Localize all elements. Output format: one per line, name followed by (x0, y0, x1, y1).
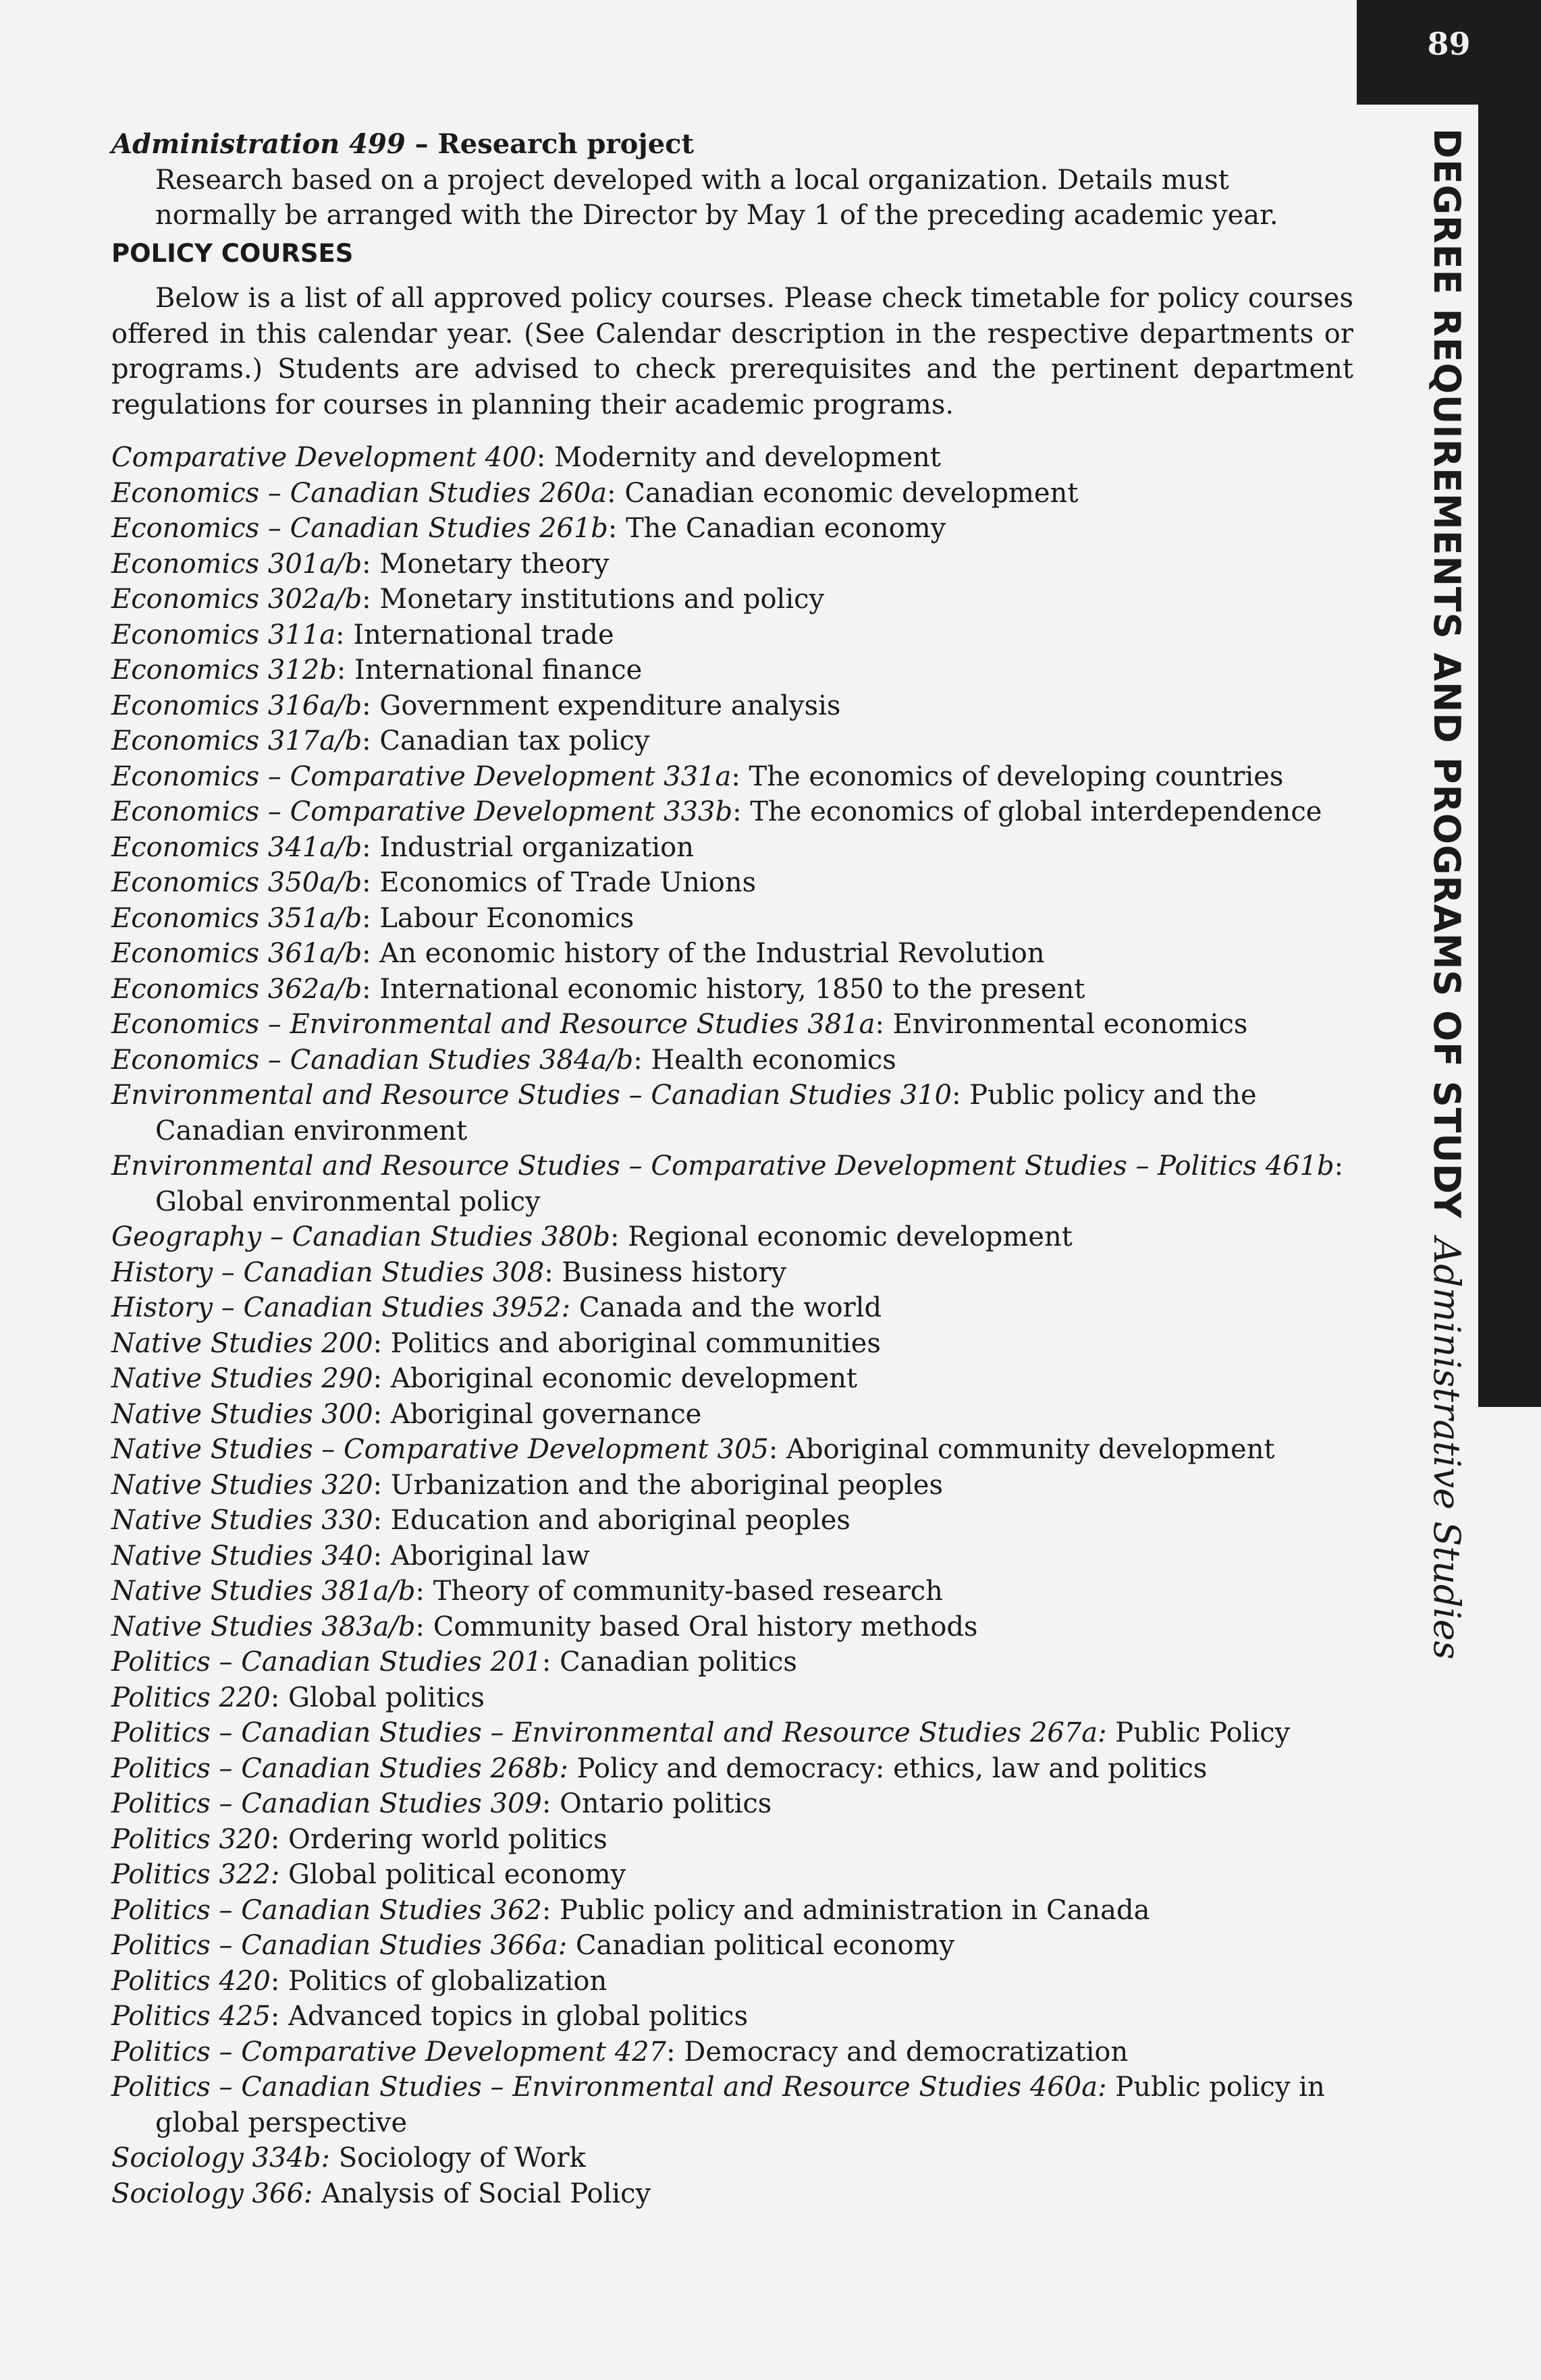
course-code: History – Canadian Studies 308 (111, 1256, 545, 1288)
course-item (111, 1893, 1353, 1929)
course-code: Native Studies 340 (111, 1540, 373, 1572)
course-item (111, 759, 1353, 795)
course-title: : Monetary institutions and policy (362, 584, 825, 615)
course-title: : Public policy and the Canadian environment (155, 1080, 1257, 1146)
course-title: Canadian political economy (567, 1930, 955, 1961)
course-item (111, 476, 1353, 511)
course-code: Comparative Development 400 (111, 442, 537, 473)
course-code: Politics 425 (111, 2001, 271, 2032)
course-item (111, 830, 1353, 866)
course-title: : International economic history, 1850 to the present (362, 973, 1085, 1005)
course-item (111, 1007, 1353, 1043)
sidebar-strip (1478, 105, 1541, 1407)
course-code: Economics 302a/b (111, 584, 362, 615)
course-code: Sociology 334b: (111, 2142, 330, 2174)
course-item (111, 1539, 1353, 1574)
course-item (111, 1964, 1353, 1999)
page-content (111, 127, 1353, 2211)
course-code: Politics – Canadian Studies – Environmental and Resource Studies 267a: (111, 1717, 1107, 1748)
course-title: : Regional economic development (610, 1221, 1073, 1252)
course-title: : Politics and aboriginal communities (373, 1327, 881, 1359)
course-code: Environmental and Resource Studies – Comparative Development Studies – Politics 461b (111, 1151, 1334, 1182)
course-title: : The economics of global interdependence (732, 796, 1322, 827)
course-title: : The economics of developing countries (731, 760, 1284, 792)
course-title: : Canadian tax policy (362, 725, 650, 756)
course-title: : Labour Economics (362, 902, 634, 934)
course-title: Global political economy (279, 1859, 626, 1890)
course-code: Environmental and Resource Studies – Canadian Studies 310 (111, 1080, 952, 1111)
course-item (111, 1078, 1353, 1149)
course-code: Native Studies 330 (111, 1505, 373, 1536)
course-title: : Monetary theory (362, 548, 610, 580)
course-item (111, 1397, 1353, 1433)
research-heading-course: Administration 499 (111, 128, 406, 160)
course-title: : Community based Oral history methods (415, 1611, 978, 1642)
course-item (111, 1928, 1353, 1964)
course-item (111, 1468, 1353, 1503)
page-number: 89 (1427, 26, 1471, 62)
course-code: Economics 351a/b (111, 902, 362, 934)
course-item (111, 1715, 1353, 1751)
course-code: Geography – Canadian Studies 380b (111, 1221, 610, 1252)
course-code: Economics 362a/b (111, 973, 362, 1005)
page-number-box (1357, 0, 1541, 105)
course-title: : Aboriginal governance (373, 1398, 702, 1430)
course-title: Public policy in global perspective (155, 2072, 1325, 2138)
policy-intro: Below is a list of all approved policy courses. Please check timetable for policy courses offered in this calendar year. (See Calendar description in the respective departments or programs.) Students are advised to check prerequisites and the pertinent department regulations for courses in planning their academic programs. (111, 283, 1353, 420)
course-title: : The Canadian economy (607, 513, 946, 544)
course-code: Native Studies 320 (111, 1469, 373, 1501)
course-code: Economics 361a/b (111, 938, 362, 969)
course-item (111, 1574, 1353, 1609)
course-item (111, 1432, 1353, 1468)
course-code: Economics 317a/b (111, 725, 362, 756)
course-item (111, 936, 1353, 972)
course-item (111, 653, 1353, 688)
course-item (111, 972, 1353, 1007)
course-title: : Public policy and administration in Canada (541, 1894, 1150, 1926)
course-title: Policy and democracy: ethics, law and politics (568, 1752, 1208, 1784)
course-item (111, 794, 1353, 830)
course-code: Politics – Canadian Studies 309 (111, 1788, 542, 1819)
course-list (111, 440, 1353, 2211)
course-code: Economics 316a/b (111, 690, 362, 721)
course-title: : Global environmental policy (155, 1151, 1344, 1217)
sidebar-title: DEGREE REQUIREMENTS AND PROGRAMS OF STUDY (1426, 128, 1468, 1219)
course-code: Politics 220 (111, 1682, 271, 1713)
course-title: Sociology of Work (329, 2142, 586, 2174)
course-item (111, 1786, 1353, 1822)
course-title: : Aboriginal community development (768, 1434, 1275, 1465)
course-title: : Aboriginal economic development (373, 1363, 858, 1394)
course-code: Native Studies 381a/b (111, 1576, 416, 1607)
course-title: : Canadian economic development (607, 477, 1079, 509)
course-item (111, 1503, 1353, 1539)
course-code: Economics – Canadian Studies 260a (111, 477, 607, 509)
course-item (111, 688, 1353, 724)
policy-courses-heading: POLICY COURSES (111, 238, 354, 268)
course-code: Politics 322: (111, 1859, 280, 1890)
course-item (111, 547, 1353, 582)
course-item (111, 1219, 1353, 1255)
course-code: Economics – Canadian Studies 261b (111, 513, 608, 544)
course-code: Politics – Canadian Studies – Environmental and Resource Studies 460a: (111, 2072, 1107, 2103)
sidebar-rotated-text (1365, 128, 1476, 1660)
sidebar-subtitle: Administrative Studies (1426, 1238, 1468, 1660)
research-heading (111, 127, 1353, 163)
course-item (111, 511, 1353, 547)
course-code: Economics – Canadian Studies 384a/b (111, 1044, 634, 1076)
course-item (111, 2035, 1353, 2070)
course-item (111, 2140, 1353, 2176)
course-code: Native Studies – Comparative Development 305 (111, 1434, 769, 1465)
course-code: Economics – Comparative Development 333b (111, 796, 733, 827)
course-item (111, 1149, 1353, 1219)
course-item (111, 1361, 1353, 1397)
course-title: : Democracy and democratization (666, 2036, 1129, 2068)
course-title: Canada and the world (570, 1292, 882, 1323)
course-item (111, 723, 1353, 759)
course-code: Politics – Comparative Development 427 (111, 2036, 667, 2068)
course-code: History – Canadian Studies 3952: (111, 1292, 571, 1323)
course-code: Economics – Comparative Development 331a (111, 760, 732, 792)
course-title: Public Policy (1106, 1717, 1291, 1748)
course-item (111, 1822, 1353, 1858)
course-code: Native Studies 300 (111, 1398, 373, 1430)
course-title: : Ontario politics (541, 1788, 772, 1819)
course-code: Politics – Canadian Studies 362 (111, 1894, 542, 1926)
course-code: Native Studies 200 (111, 1327, 373, 1359)
course-title: : Education and aboriginal peoples (373, 1505, 850, 1536)
course-title: : Theory of community-based research (415, 1576, 943, 1607)
course-title: : Politics of globalization (270, 1965, 607, 1997)
course-item (111, 1290, 1353, 1326)
course-item (111, 582, 1353, 617)
research-heading-title: – Research project (405, 128, 694, 160)
research-description: Research based on a project developed with a local organization. Details must normally be arranged with the Director by May 1 of the preceding academic year. (155, 164, 1278, 231)
course-title: : Government expenditure analysis (362, 690, 841, 721)
course-code: Economics 311a (111, 619, 336, 651)
course-code: Economics 341a/b (111, 831, 362, 863)
course-item (111, 1043, 1353, 1078)
course-title: : Economics of Trade Unions (362, 867, 757, 898)
course-item (111, 1680, 1353, 1716)
course-title: : Canadian politics (541, 1646, 797, 1678)
course-item (111, 1857, 1353, 1893)
course-code: Sociology 366: (111, 2178, 313, 2209)
course-code: Politics – Canadian Studies 366a: (111, 1930, 568, 1961)
course-item (111, 2070, 1353, 2140)
course-title: Analysis of Social Policy (313, 2178, 651, 2209)
course-title: : Modernity and development (536, 442, 941, 473)
course-title: : International finance (336, 655, 643, 686)
course-item (111, 1751, 1353, 1787)
course-code: Native Studies 383a/b (111, 1611, 416, 1642)
course-title: : Urbanization and the aboriginal peoples (373, 1469, 944, 1501)
course-item (111, 865, 1353, 901)
course-code: Economics 350a/b (111, 867, 362, 898)
course-title: : International trade (335, 619, 614, 651)
sidebar-tab (1357, 0, 1541, 1660)
course-item (111, 1999, 1353, 2035)
course-item (111, 1644, 1353, 1680)
course-code: Economics – Environmental and Resource Studies 381a (111, 1009, 875, 1040)
course-code: Politics – Canadian Studies 268b: (111, 1752, 568, 1784)
course-title: : Advanced topics in global politics (270, 2001, 749, 2032)
course-code: Native Studies 290 (111, 1363, 373, 1394)
course-title: : Business history (544, 1256, 787, 1288)
course-title: : Health economics (633, 1044, 896, 1076)
course-item (111, 440, 1353, 476)
course-item (111, 901, 1353, 937)
course-title: : Ordering world politics (270, 1823, 607, 1855)
course-item (111, 2176, 1353, 2212)
course-title: : An economic history of the Industrial Revolution (362, 938, 1045, 969)
course-code: Politics 420 (111, 1965, 271, 1997)
course-item (111, 1326, 1353, 1362)
course-title: : Industrial organization (362, 831, 695, 863)
course-code: Politics 320 (111, 1823, 271, 1855)
course-title: : Aboriginal law (373, 1540, 590, 1572)
course-code: Politics – Canadian Studies 201 (111, 1646, 542, 1678)
course-title: : Global politics (270, 1682, 485, 1713)
course-code: Economics 312b (111, 655, 337, 686)
course-item (111, 1255, 1353, 1291)
course-title: : Environmental economics (875, 1009, 1248, 1040)
course-item (111, 1609, 1353, 1645)
course-code: Economics 301a/b (111, 548, 362, 580)
course-item (111, 617, 1353, 653)
